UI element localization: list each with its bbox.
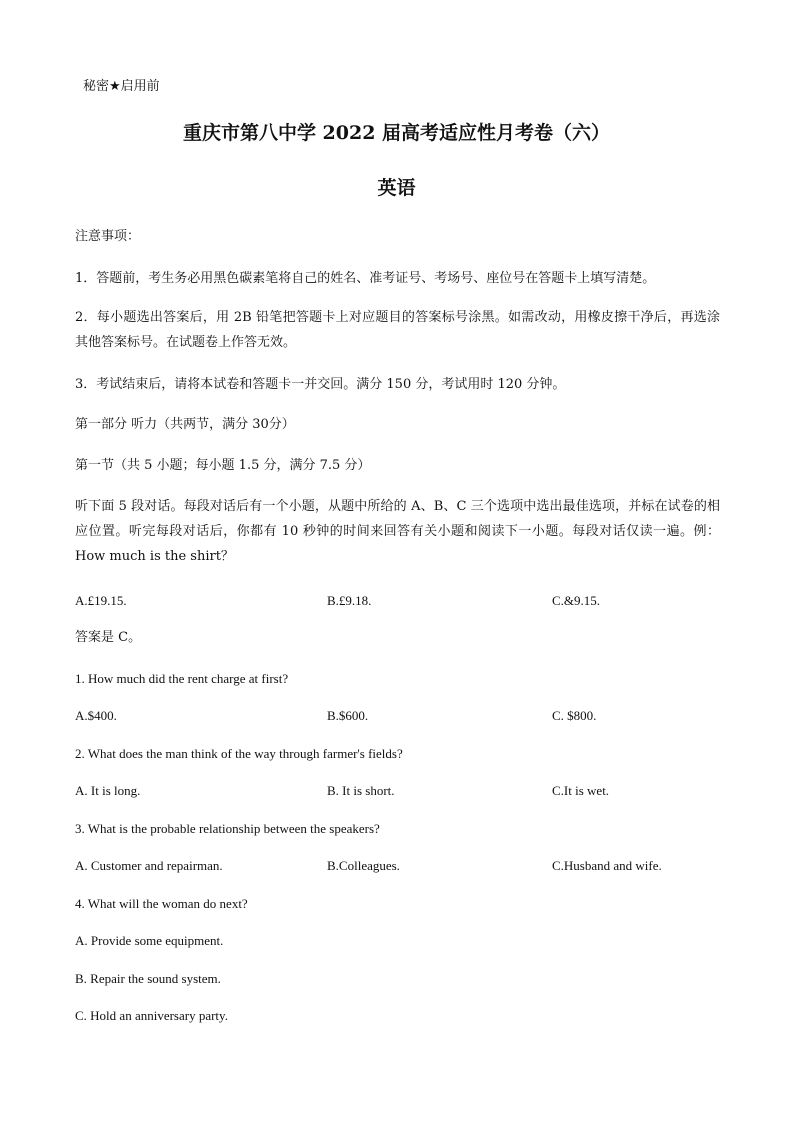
listening-instructions: 听下面 5 段对话。每段对话后有一个小题，从题中所给的 A、B、C 三个选项中选出最佳选项，并标在试卷的相应位置。听完每段对话后，你都有 10 秒钟的时间来回答有关小题和阅读下一小题。每段对话仅读一遍。例：How much is the shirt？	[75, 499, 720, 564]
question-2-option-a: A. It is long.	[75, 783, 141, 798]
section1-heading: 第一节（共 5 小题；每小题 1.5 分，满分 7.5 分）	[75, 458, 371, 473]
question-2-stem: 2. What does the man think of the way through farmer's fields?	[75, 746, 403, 761]
notes-heading: 注意事项：	[75, 229, 141, 244]
question-4-option-c: C. Hold an anniversary party.	[75, 1008, 228, 1023]
question-4-stem: 4. What will the woman do next?	[75, 896, 248, 911]
confidential-label: 秘密★启用前	[83, 79, 160, 94]
question-1-option-a: A.$400.	[75, 708, 117, 723]
question-3-stem: 3. What is the probable relationship between the speakers?	[75, 821, 380, 836]
question-3-option-b: B.Colleagues.	[327, 858, 400, 873]
part1-heading: 第一部分 听力（共两节，满分 30分）	[75, 417, 295, 432]
question-1-option-b: B.$600.	[327, 708, 369, 723]
question-3-option-a: A. Customer and repairman.	[75, 858, 223, 873]
example-answer: 答案是 C。	[75, 630, 142, 645]
question-3-option-c: C.Husband and wife.	[552, 858, 662, 873]
note-item-3: 3．考试结束后，请将本试卷和答题卡一并交回。满分 150 分，考试用时 120 分钟。	[75, 377, 566, 392]
note-item-2: 2．每小题选出答案后，用 2B 铅笔把答题卡上对应题目的答案标号涂黑。如需改动，用橡皮擦干净后，再选涂其他答案标号。在试题卷上作答无效。	[75, 310, 720, 350]
exam-title: 重庆市第八中学 2022 届高考适应性月考卷（六）	[182, 122, 611, 144]
example-option-a: A.£19.15.	[75, 593, 127, 608]
note-item-1: 1．答题前，考生务必用黑色碳素笔将自己的姓名、准考证号、考场号、座位号在答题卡上填写清楚。	[75, 271, 656, 286]
question-2-option-b: B. It is short.	[327, 783, 395, 798]
question-4-option-b: B. Repair the sound system.	[75, 971, 221, 986]
question-2-option-c: C.It is wet.	[552, 783, 610, 798]
example-option-c: C.&9.15.	[552, 593, 601, 608]
question-1-option-c: C. $800.	[552, 708, 597, 723]
subject-title: 英语	[377, 177, 416, 199]
example-option-b: B.£9.18.	[327, 593, 372, 608]
question-1-stem: 1. How much did the rent charge at first?	[75, 671, 289, 686]
question-4-option-a: A. Provide some equipment.	[75, 933, 224, 948]
